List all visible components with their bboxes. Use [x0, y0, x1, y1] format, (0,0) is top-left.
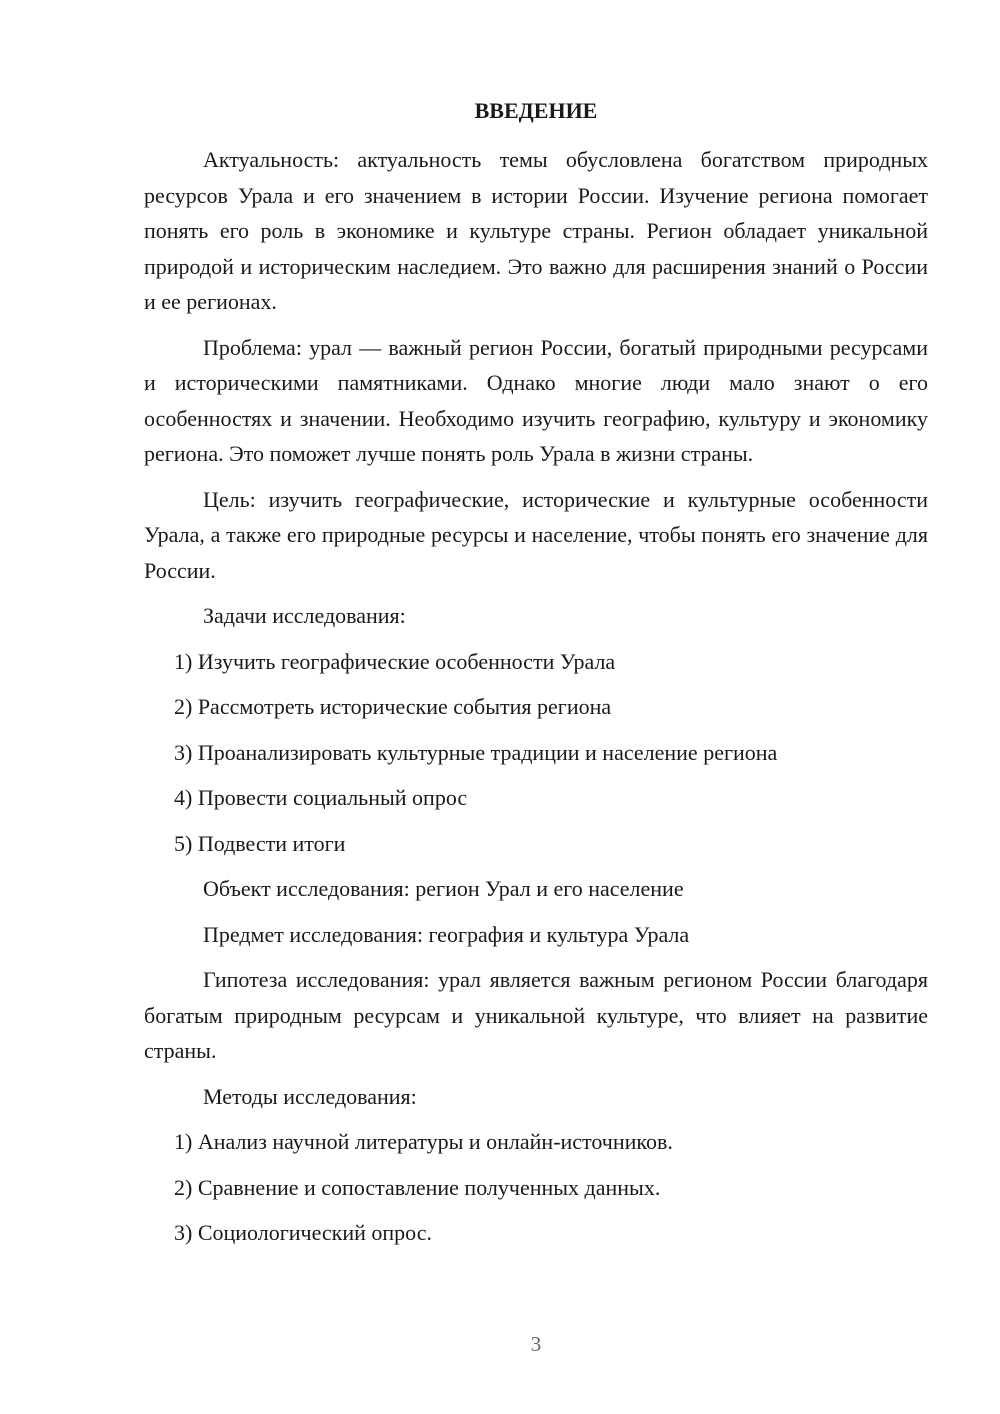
- method-item: 1) Анализ научной литературы и онлайн-источников.: [174, 1129, 673, 1154]
- page-number: 3: [530, 1332, 542, 1356]
- hypothesis-paragraph: Гипотеза исследования: урал является важным регионом России благодаря богатым природным ресурсам и уникальной культуре, что влияет на развитие страны.: [144, 967, 928, 1063]
- method-item: 2) Сравнение и сопоставление полученных данных.: [174, 1174, 661, 1200]
- tasks-heading: Задачи исследования:: [203, 603, 406, 628]
- subject-line: Предмет исследования: география и культура Урала: [203, 921, 690, 947]
- task-item: 3) Проанализировать культурные традиции и население региона: [174, 739, 778, 765]
- document-body: [144, 142, 928, 1261]
- task-item: 5) Подвести итоги: [174, 830, 346, 856]
- page-title: ВВЕДЕНИЕ: [474, 98, 598, 123]
- object-line: Объект исследования: регион Урал и его население: [203, 876, 684, 901]
- relevance-paragraph: Актуальность: актуальность темы обусловлена богатством природных ресурсов Урала и его значением в истории России. Изучение региона помогает понять его роль в экономике и культуре страны. Регион обладает уникальной природой и историческим наследием. Это важно для расширения знаний о России и ее регионах.: [144, 147, 928, 314]
- task-item: 2) Рассмотреть исторические события региона: [174, 694, 612, 719]
- goal-paragraph: Цель: изучить географические, исторические и культурные особенности Урала, а также его природные ресурсы и население, чтобы понять его значение для России.: [144, 486, 928, 583]
- method-item: 3) Социологический опрос.: [174, 1220, 432, 1245]
- task-item: 1) Изучить географические особенности Урала: [174, 648, 616, 674]
- methods-heading: Методы исследования:: [203, 1083, 417, 1109]
- task-item: 4) Провести социальный опрос: [174, 785, 468, 810]
- problem-paragraph: Проблема: урал — важный регион России, богатый природными ресурсами и историческими памятниками. Однако многие люди мало знают о его особенностях и значении. Необходимо изучить географию, культуру и экономику региона. Это поможет лучше понять роль Урала в жизни страны.: [144, 334, 928, 466]
